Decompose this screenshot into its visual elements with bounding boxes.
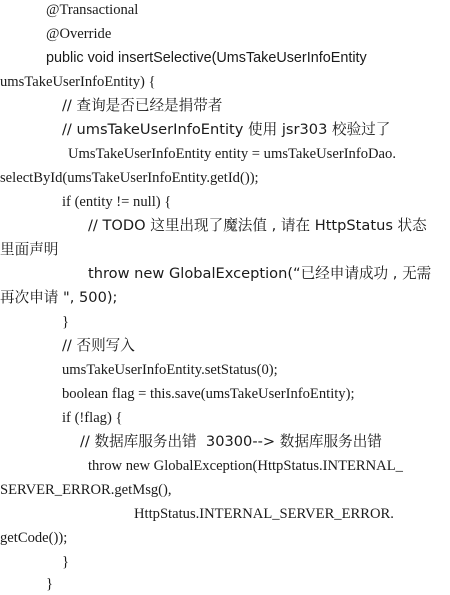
code-line: throw new GlobalException(“已经申请成功 , 无需 <box>88 265 432 282</box>
code-line: umsTakeUserInfoEntity) { <box>0 74 156 90</box>
code-line: // 否则写入 <box>62 337 135 354</box>
code-line: public void insertSelective(UmsTakeUserInfoEntity <box>46 50 367 66</box>
code-line: @Transactional <box>46 2 139 18</box>
code-line: umsTakeUserInfoEntity.setStatus(0); <box>62 362 278 378</box>
code-line: throw new GlobalException(HttpStatus.INTERNAL_ <box>88 458 403 474</box>
code-line: selectById(umsTakeUserInfoEntity.getId()); <box>0 170 259 186</box>
code-line: } <box>46 576 54 592</box>
code-line: 里面声明 <box>0 241 59 258</box>
code-line: } <box>62 554 70 570</box>
code-line: UmsTakeUserInfoEntity entity = umsTakeUserInfoDao. <box>68 146 396 162</box>
code-line: if (!flag) { <box>62 410 123 426</box>
code-line: getCode()); <box>0 530 68 546</box>
code-line: // 数据库服务出错 30300--> 数据库服务出错 <box>80 433 382 450</box>
code-line: if (entity != null) { <box>62 194 172 210</box>
code-line: boolean flag = this.save(umsTakeUserInfoEntity); <box>62 386 355 402</box>
code-line: // 查询是否已经是捐带者 <box>62 97 223 114</box>
code-line: } <box>62 314 70 330</box>
code-line: // TODO 这里出现了魔法值 , 请在 HttpStatus 状态 <box>88 217 427 234</box>
code-line: 再次申请 ", 500); <box>0 289 118 306</box>
code-line: SERVER_ERROR.getMsg(), <box>0 482 172 498</box>
code-line: @Override <box>46 26 112 42</box>
code-line: HttpStatus.INTERNAL_SERVER_ERROR. <box>134 506 394 522</box>
code-line: // umsTakeUserInfoEntity 使用 jsr303 校验过了 <box>62 121 391 138</box>
